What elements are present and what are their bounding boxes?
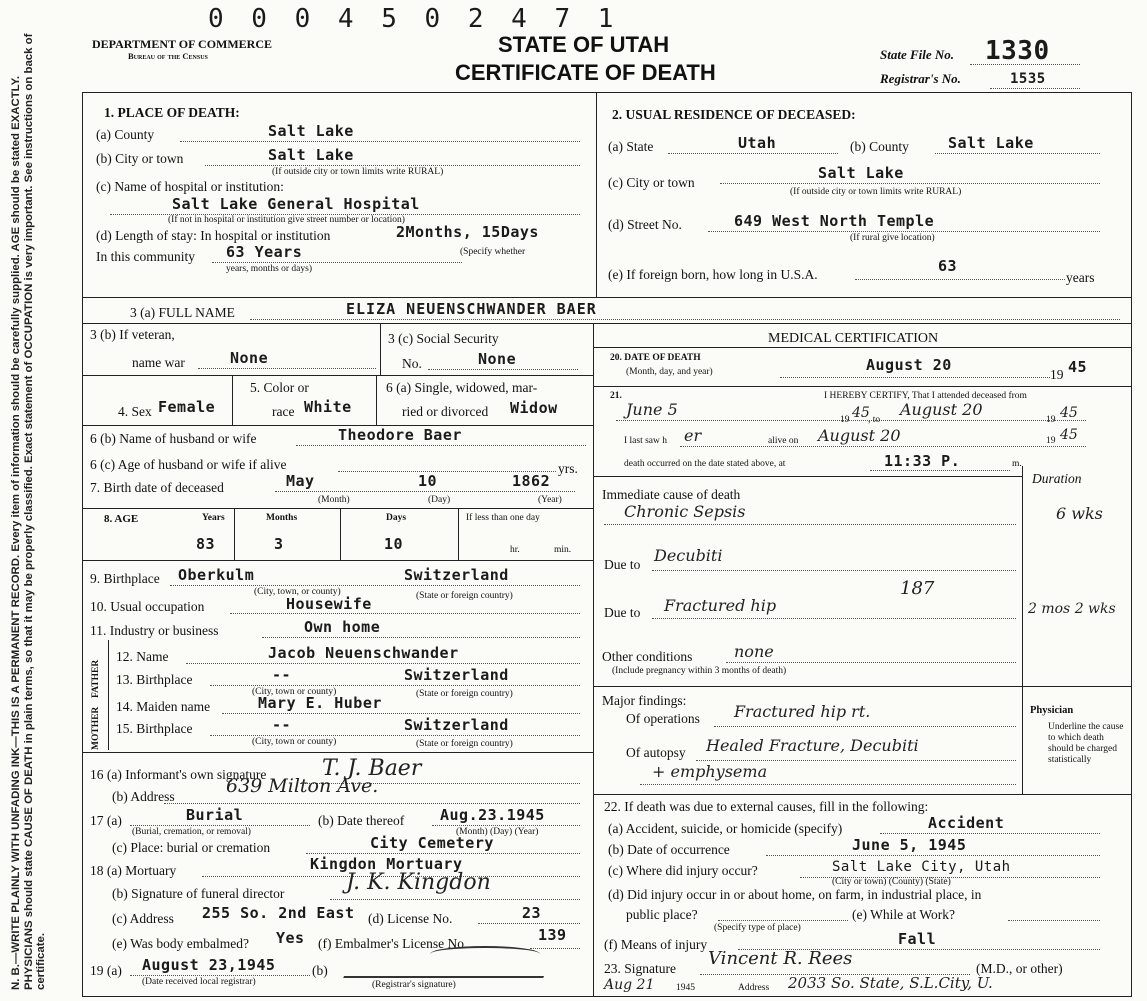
age-days-value: 10 (384, 535, 404, 553)
full-name-label: 3 (a) FULL NAME (130, 305, 235, 320)
informant-signature: T. J. Baer (322, 756, 422, 781)
pod-hospital-label: (c) Name of hospital or institution: (96, 179, 284, 194)
state-title: STATE OF UTAH (498, 32, 670, 57)
occupation-label: 10. Usual occupation (90, 599, 205, 614)
pod-hospital-note: (If not in hospital or institution give street number or location) (168, 215, 405, 225)
signature-year: 1945 (676, 983, 695, 993)
attended-from-century: 19 (840, 415, 850, 425)
alive-year: 45 (1060, 427, 1078, 443)
industry-label: 11. Industry or business (90, 623, 219, 638)
burial-place: City Cemetery (370, 834, 494, 852)
death-time: 11:33 P. (884, 452, 961, 470)
operations-value: Fractured hip rt. (734, 702, 871, 721)
state-file-number: 1330 (985, 36, 1050, 66)
age-months-header: Months (266, 513, 298, 523)
attended-to-year: 45 (1060, 405, 1078, 421)
birthplace-city: Oberkulm (178, 566, 255, 584)
mortuary-address: 255 So. 2nd East (202, 904, 355, 922)
father-birthplace-label: 13. Birthplace (116, 672, 193, 687)
occurrence-date-label: (b) Date of occurrence (608, 842, 730, 857)
registrar-label: Registrar's No. (880, 71, 961, 86)
race-value: White (304, 398, 352, 416)
ss-no-value: None (478, 350, 517, 368)
means-of-injury-label: (f) Means of injury (604, 937, 708, 952)
mortuary-address-label: (c) Address (112, 911, 174, 926)
war-label: name war (132, 355, 185, 370)
injury-place-label: (c) Where did injury occur? (608, 863, 758, 878)
father-city-note: (City, town or county) (252, 687, 337, 697)
death-date-label: 20. DATE OF DEATH (610, 353, 701, 363)
duration-header: Duration (1032, 471, 1082, 486)
res-state-value: Utah (738, 134, 777, 152)
informant-signature-label: 16 (a) Informant's own signature (90, 767, 267, 782)
ss-label: 3 (c) Social Security (388, 331, 499, 346)
registrar-signature-flourish (430, 946, 540, 962)
birth-year: 1862 (512, 472, 551, 490)
signature-date: Aug 21 (604, 977, 655, 993)
attended-to-century: 19 (1046, 415, 1056, 425)
marital-label-2: ried or divorced (402, 404, 489, 419)
other-conditions-label: Other conditions (602, 649, 693, 664)
burial-place-label: (c) Place: burial or cremation (112, 840, 271, 855)
medical-certification-heading: MEDICAL CERTIFICATION (768, 331, 939, 346)
registrar-number: 1535 (1010, 71, 1046, 87)
death-date-note: (Month, day, and year) (626, 367, 713, 377)
sex-label: 4. Sex (118, 404, 152, 419)
ss-no-label: No. (402, 356, 422, 371)
residence-heading: 2. USUAL RESIDENCE OF DECEASED: (612, 107, 856, 122)
birth-day-note: (Day) (428, 495, 451, 505)
due-to-2-value: Fractured hip (664, 596, 777, 615)
other-conditions-note: (Include pregnancy within 3 months of death) (612, 666, 787, 676)
external-causes-heading: 22. If death was due to external causes, fill in the following: (604, 799, 929, 814)
immediate-cause-value: Chronic Sepsis (624, 502, 746, 521)
informant-address-label: (b) Address (112, 789, 175, 804)
spouse-label: 6 (b) Name of husband or wife (90, 431, 257, 446)
pod-city-value: Salt Lake (268, 146, 354, 164)
birth-day: 10 (418, 472, 438, 490)
funeral-director-label: (b) Signature of funeral director (112, 886, 285, 901)
father-country-note: (State or foreign country) (416, 689, 513, 699)
department-label: DEPARTMENT OF COMMERCE (92, 37, 273, 51)
registration-date: August 23,1945 (142, 956, 276, 974)
res-state-label: (a) State (608, 139, 654, 154)
pod-hospital-value: Salt Lake General Hospital (172, 195, 420, 213)
res-years-word: years (1066, 270, 1095, 285)
autopsy-value-2: + emphysema (652, 762, 768, 781)
license-label: (d) License No. (368, 911, 453, 926)
item-21-label: 21. (610, 391, 622, 401)
operations-label: Of operations (626, 711, 700, 726)
due-to-1-value: Decubiti (654, 546, 723, 565)
mother-birthplace-country: Switzerland (404, 716, 509, 734)
certify-statement: I HEREBY CERTIFY, That I attended deceased from (824, 391, 1027, 401)
registrar-signature-note: (Registrar's signature) (372, 980, 456, 990)
age-hr: hr. (510, 545, 520, 555)
registration-date-note: (Date received local registrar) (142, 977, 256, 987)
veteran-label: 3 (b) If veteran, (90, 327, 175, 342)
attended-from-date: June 5 (626, 400, 678, 419)
last-saw-pronoun: er (684, 426, 702, 445)
sex-value: Female (158, 398, 216, 416)
death-year-prefix: 19 (1050, 367, 1064, 382)
immediate-cause-duration: 6 wks (1056, 504, 1103, 523)
while-at-work-label: (e) While at Work? (852, 907, 955, 922)
last-saw-label: I last saw h (624, 436, 668, 446)
age-min: min. (554, 545, 572, 555)
res-city-label: (c) City or town (608, 175, 695, 190)
res-street-label: (d) Street No. (608, 217, 682, 232)
race-label: race (272, 404, 295, 419)
physician-address: 2033 So. State, S.L.City, U. (788, 974, 993, 992)
pod-city-note: (If outside city or town limits write RURAL) (272, 167, 444, 177)
mortuary-name: Kingdon Mortuary (310, 855, 463, 873)
birthplace-country-note: (State or foreign country) (416, 591, 513, 601)
burial-date-note: (Month) (Day) (Year) (456, 827, 539, 837)
due-to-1-label: Due to (604, 557, 641, 572)
birthplace-label: 9. Birthplace (90, 571, 160, 586)
embalmed-value: Yes (276, 929, 305, 947)
death-time-meridiem: m. (1012, 459, 1022, 469)
birthplace-country: Switzerland (404, 566, 509, 584)
death-month-day: August 20 (866, 356, 952, 374)
due-to-2-label: Due to (604, 605, 641, 620)
last-seen-alive-date: August 20 (818, 426, 901, 445)
attended-to-date: August 20 (900, 400, 983, 419)
other-conditions-value: none (734, 642, 774, 661)
res-street-note: (If rural give location) (850, 233, 935, 243)
mother-birthplace-label: 15. Birthplace (116, 721, 193, 736)
attended-from-year: 45 (852, 405, 870, 421)
alive-century: 19 (1046, 436, 1056, 446)
physician-note-title: Physician (1030, 705, 1074, 716)
burial-label: 17 (a) (90, 813, 122, 828)
war-value: None (230, 349, 269, 367)
attended-to-word: , to (868, 415, 881, 425)
mother-name-value: Mary E. Huber (258, 694, 382, 712)
age-label: 8. AGE (104, 513, 139, 525)
age-less-day-header: If less than one day (466, 513, 540, 523)
birthplace-city-note: (City, town, or county) (254, 587, 341, 597)
major-findings-label: Major findings: (602, 693, 687, 708)
marital-label: 6 (a) Single, widowed, mar- (386, 380, 538, 395)
birth-month: May (286, 472, 315, 490)
pod-county-label: (a) County (96, 127, 155, 142)
means-of-injury-value: Fall (898, 930, 937, 948)
bureau-label: Bureau of the Census (128, 51, 208, 61)
serial-number: 0 0 0 4 5 0 2 4 7 1 (208, 4, 620, 34)
father-birthplace-city: -- (272, 666, 292, 684)
immediate-cause-label: Immediate cause of death (602, 487, 741, 502)
birth-month-note: (Month) (318, 495, 350, 505)
full-name-value: ELIZA NEUENSCHWANDER BAER (346, 300, 597, 318)
pod-stay-hospital: 2Months, 15Days (396, 223, 539, 241)
birth-date-label: 7. Birth date of deceased (90, 480, 224, 495)
embalmer-license-label: (f) Embalmer's License No. (318, 936, 468, 951)
autopsy-label: Of autopsy (626, 745, 686, 760)
res-foreign-value: 63 (938, 257, 958, 275)
death-occurred-label: death occurred on the date stated above, at (624, 459, 786, 469)
death-year: 45 (1068, 358, 1088, 376)
father-side-label: FATHER (91, 659, 101, 698)
injury-place-notes: (City or town) (County) (State) (832, 877, 951, 887)
color-label: 5. Color or (250, 380, 309, 395)
mortuary-label: 18 (a) Mortuary (90, 863, 177, 878)
mother-side-label: MOTHER (91, 706, 101, 750)
occupation-value: Housewife (286, 595, 372, 613)
public-place-label: public place? (626, 907, 698, 922)
mother-name-label: 14. Maiden name (116, 699, 211, 714)
alive-on-label: alive on (768, 436, 799, 446)
accident-label: (a) Accident, suicide, or homicide (specify) (608, 821, 843, 836)
age-years-value: 83 (196, 535, 216, 553)
spouse-age-yrs: yrs. (558, 461, 578, 476)
md-or-other-label: (M.D., or other) (976, 961, 1063, 976)
embalmer-license-value: 139 (538, 926, 567, 944)
father-name-label: 12. Name (116, 649, 169, 664)
funeral-director-signature: J. K. Kingdon (346, 870, 491, 895)
res-county-value: Salt Lake (948, 134, 1034, 152)
injury-place-value: Salt Lake City, Utah (832, 859, 1011, 875)
marital-value: Widow (510, 399, 558, 417)
spouse-age-label: 6 (c) Age of husband or wife if alive (90, 457, 287, 472)
pod-county-value: Salt Lake (268, 122, 354, 140)
license-value: 23 (522, 904, 542, 922)
registrar-signature-label: (b) (312, 963, 328, 978)
pod-city-label: (b) City or town (96, 151, 184, 166)
res-city-note: (If outside city or town limits write RURAL) (790, 187, 962, 197)
pod-community-value: 63 Years (226, 243, 303, 261)
res-county-label: (b) County (850, 139, 909, 154)
place-of-death-heading: 1. PLACE OF DEATH: (104, 105, 240, 120)
burial-type: Burial (186, 806, 244, 824)
age-years-header: Years (202, 513, 225, 523)
physician-signature: Vincent R. Rees (708, 948, 853, 969)
burial-date: Aug.23.1945 (440, 806, 545, 824)
certificate-title: CERTIFICATE OF DEATH (455, 60, 716, 85)
res-foreign-label: (e) If foreign born, how long in U.S.A. (608, 267, 818, 282)
burial-type-note: (Burial, cremation, or removal) (132, 827, 251, 837)
accident-value: Accident (928, 814, 1005, 832)
informant-address: 639 Milton Ave. (226, 775, 379, 797)
registration-label: 19 (a) (90, 963, 122, 978)
industry-value: Own home (304, 618, 381, 636)
mother-country-note: (State or foreign country) (416, 739, 513, 749)
pod-community-note: years, months or days) (226, 264, 313, 274)
injury-location-type-label: (d) Did injury occur in or about home, on farm, in industrial place, in (608, 887, 982, 902)
father-birthplace-country: Switzerland (404, 666, 509, 684)
due-to-2-duration: 2 mos 2 wks (1028, 601, 1116, 617)
autopsy-value: Healed Fracture, Decubiti (706, 736, 919, 755)
side-instructions: N. B.—WRITE PLAINLY WITH UNFADING INK—THIS IS A PERMANENT RECORD. Every item of information should be carefully supplied. AGE should be stated EXACTLY. PHYSICIANS should state CAUSE OF DEATH in plain terms, so that it may be properly classified. Exact statement of OCCUPATION is very important. See instructions on back of certificate. (10, 33, 48, 990)
state-file-label: State File No. (880, 47, 955, 62)
age-months-value: 3 (274, 535, 284, 553)
physician-note: Underline the cause to which death should be charged statistically (1048, 722, 1124, 765)
embalmed-label: (e) Was body embalmed? (112, 936, 249, 951)
res-street-value: 649 West North Temple (734, 212, 935, 230)
birth-year-note: (Year) (538, 495, 562, 505)
mother-birthplace-city: -- (272, 716, 292, 734)
pod-stay-note: (Specify whether (460, 247, 526, 257)
pod-stay-label: (d) Length of stay: In hospital or institution (96, 228, 331, 243)
pod-community-label: In this community (96, 249, 195, 264)
due-to-2-mark: 187 (900, 578, 935, 599)
burial-date-label: (b) Date thereof (318, 813, 405, 828)
physician-address-label: Address (738, 983, 770, 993)
physician-signature-label: 23. Signature (604, 961, 676, 976)
res-city-value: Salt Lake (818, 164, 904, 182)
father-name-value: Jacob Neuenschwander (268, 644, 459, 662)
spouse-value: Theodore Baer (338, 426, 462, 444)
place-type-note: (Specify type of place) (714, 923, 801, 933)
occurrence-date-value: June 5, 1945 (852, 836, 967, 854)
age-days-header: Days (386, 513, 407, 523)
mother-city-note: (City, town or county) (252, 737, 337, 747)
